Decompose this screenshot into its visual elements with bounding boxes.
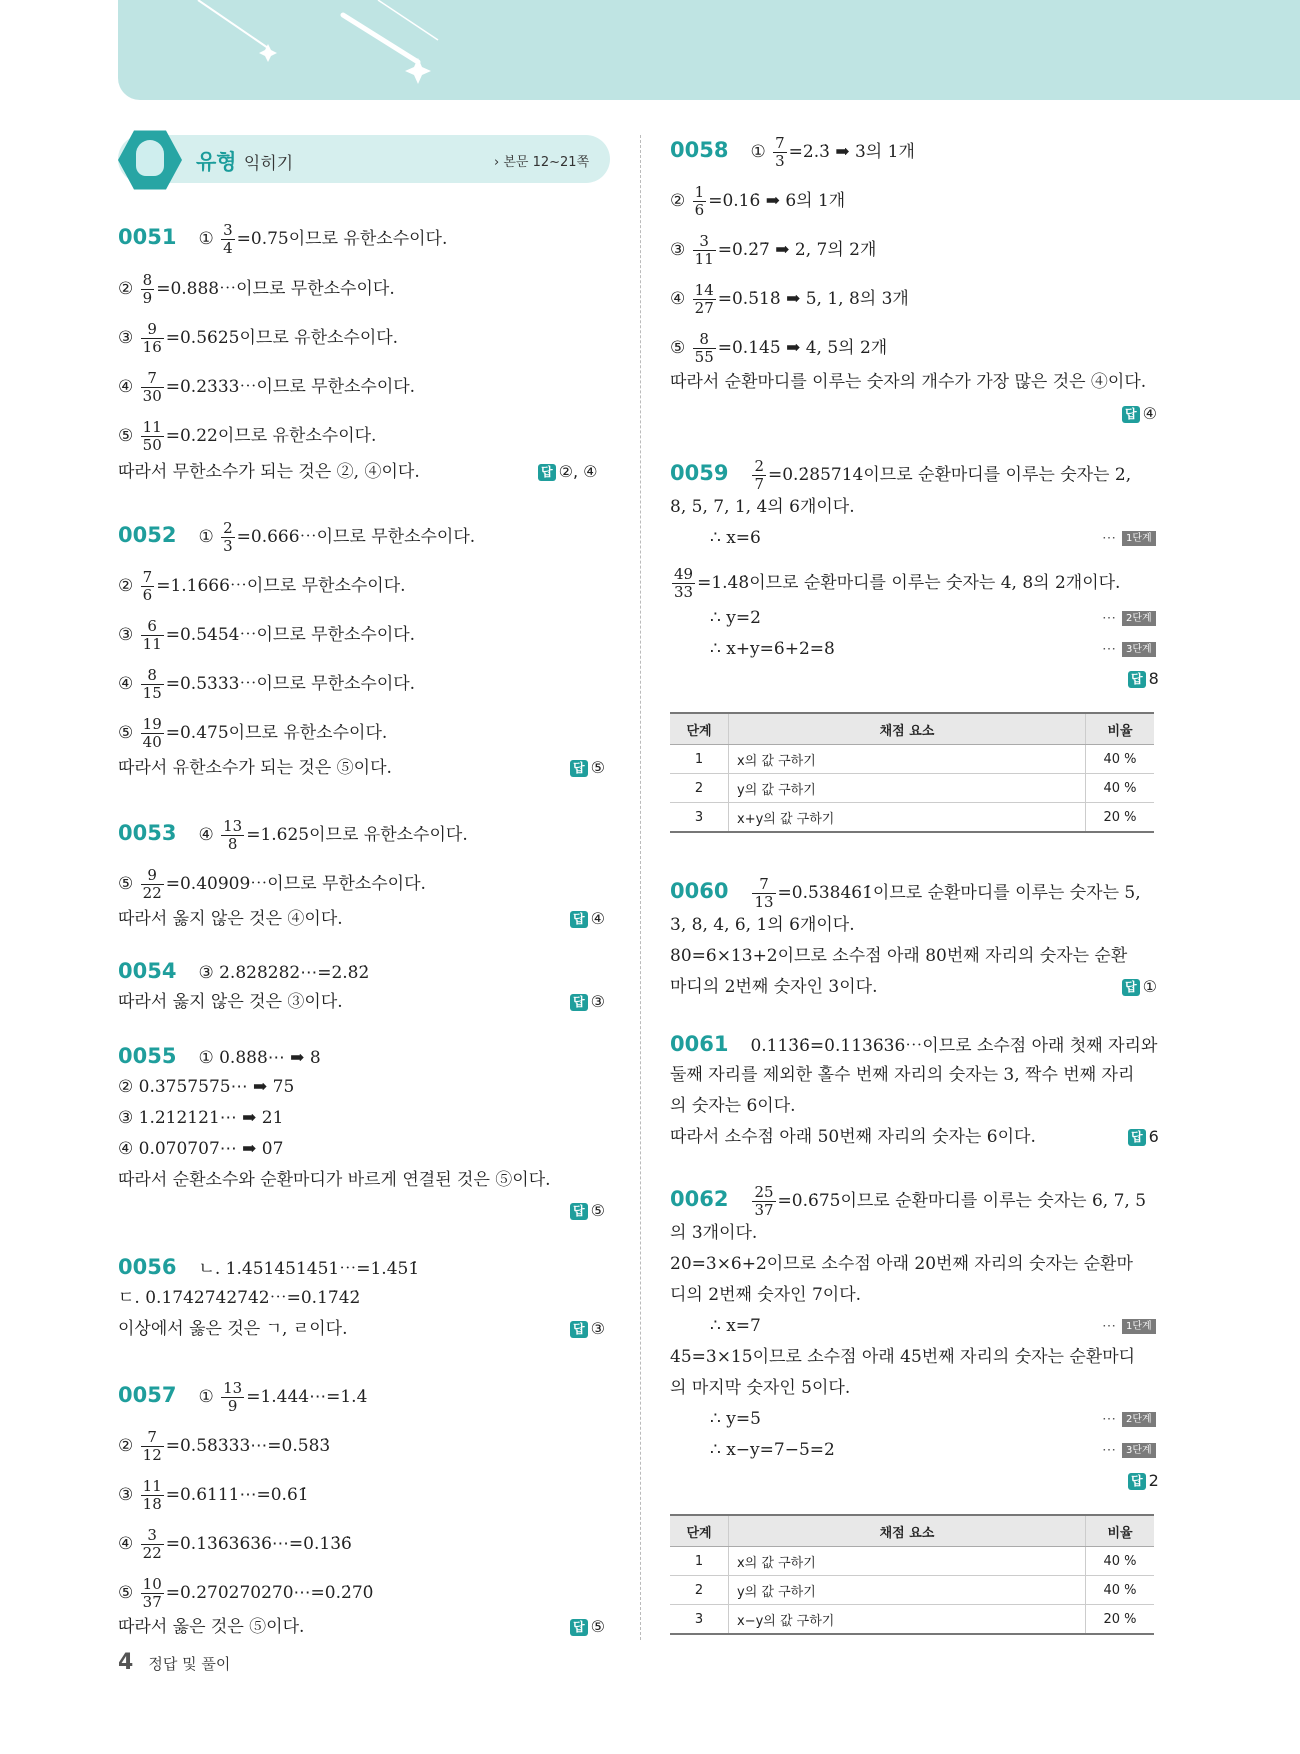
grading-table-0059 bbox=[670, 712, 1154, 833]
problem-0055-line-4: ④ 0.070707⋯ ➡ 07 bbox=[118, 1139, 284, 1159]
page-number: 4 bbox=[118, 1650, 134, 1675]
problem-0058-line-1: 0058 ① $\frac{7}{3}$ =2.3̇ ➡ 3의 1개 bbox=[670, 134, 915, 170]
table-header: 채점 요소 bbox=[729, 1515, 1086, 1547]
problem-0055-conclusion: 따라서 순환소수와 순환마디가 바르게 연결된 것은 ⑤이다. bbox=[118, 1170, 551, 1190]
problem-0056-line-2: ㄷ. 0.1742742742⋯=0.17̇42̇ bbox=[118, 1288, 361, 1308]
problem-0052-line-3: ③ $\frac{6}{11}$ =0.5454⋯이므로 무한소수이다. bbox=[118, 617, 416, 653]
answer-0052: 답 ⑤ bbox=[570, 757, 605, 779]
problem-0057-line-2: ② $\frac{7}{12}$ =0.58333⋯=0.583̇ bbox=[118, 1428, 331, 1464]
problem-0059-line-5: ∴ y=2 bbox=[710, 608, 761, 628]
problem-0062-line-2: 의 3개이다. bbox=[670, 1223, 758, 1243]
problem-0051-line-1: 0051 ① $\frac{3}{4}$ =0.75이므로 유한소수이다. bbox=[118, 221, 448, 257]
column-divider bbox=[640, 135, 641, 1640]
problem-0060-line-2: 3, 8, 4, 6, 1의 6개이다. bbox=[670, 915, 855, 935]
problem-0058-line-4: ④ $\frac{14}{27}$ =0.5̇18̇ ➡ 5, 1, 8의 3개 bbox=[670, 281, 909, 317]
answer-0057: 답 ⑤ bbox=[570, 1616, 605, 1638]
table-row: 1 x의 값 구하기 40 % bbox=[670, 745, 1154, 774]
problem-0057-line-1: 0057 ① $\frac{13}{9}$ =1.444⋯=1.4̇ bbox=[118, 1379, 368, 1415]
answer-0059: 답 8 bbox=[1128, 668, 1159, 690]
step-1-label: ⋯ 1단계 bbox=[1102, 528, 1156, 548]
problem-0059-line-3: ∴ x=6 bbox=[710, 528, 761, 548]
table-header: 단계 bbox=[670, 1515, 729, 1547]
problem-0057-conclusion: 따라서 옳은 것은 ⑤이다. bbox=[118, 1617, 305, 1637]
footer-label: 정답 및 풀이 bbox=[148, 1655, 231, 1673]
problem-0062-line-1: 0062 $\frac{25}{37}$ =0.6̇75̇이므로 순환마디를 이루는 숫자는 6, 7, 5 bbox=[670, 1183, 1147, 1219]
problem-0060-line-1: 0060 $\frac{7}{13}$ =0.5̇38461̇이므로 순환마디를 이루는 숫자는 5, bbox=[670, 875, 1141, 911]
table-row: 2 y의 값 구하기 40 % bbox=[670, 1576, 1154, 1605]
problem-0057-line-3: ③ $\frac{11}{18}$ =0.6111⋯=0.61̇ bbox=[118, 1477, 309, 1513]
problem-0060-line-3: 80=6×13+2이므로 소수점 아래 80번째 자리의 숫자는 순환 bbox=[670, 946, 1128, 966]
table-header: 비율 bbox=[1086, 1515, 1155, 1547]
problem-0062-line-6: 45=3×15이므로 소수점 아래 45번째 자리의 숫자는 순환마디 bbox=[670, 1347, 1136, 1367]
section-title bbox=[196, 146, 293, 176]
answer-0061: 답 6 bbox=[1128, 1126, 1159, 1148]
problem-0056-line-1: 0056 ㄴ. 1.451451451⋯=1.4̇51̇ bbox=[118, 1255, 420, 1279]
table-header: 단계 bbox=[670, 713, 729, 745]
problem-0054-line-1: 0054 ③ 2.828282⋯=2.8̇2̇ bbox=[118, 959, 370, 983]
table-header: 채점 요소 bbox=[729, 713, 1086, 745]
top-banner bbox=[118, 0, 1300, 100]
problem-0053-conclusion: 따라서 옳지 않은 것은 ④이다. bbox=[118, 909, 343, 929]
answer-0051: 답 ②, ④ bbox=[538, 461, 597, 483]
problem-0055-line-3: ③ 1.212121⋯ ➡ 21 bbox=[118, 1108, 284, 1128]
problem-0062-line-7: 의 마지막 숫자인 5이다. bbox=[670, 1378, 851, 1398]
problem-0062-line-3: 20=3×6+2이므로 소수점 아래 20번째 자리의 숫자는 순환마 bbox=[670, 1254, 1133, 1274]
problem-0057-line-4: ④ $\frac{3}{22}$ =0.1363636⋯=0.13̇6̇ bbox=[118, 1526, 352, 1562]
problem-0051-line-4: ④ $\frac{7}{30}$ =0.2333⋯이므로 무한소수이다. bbox=[118, 369, 416, 405]
step-3-label: ⋯ 3단계 bbox=[1102, 1440, 1156, 1460]
problem-0062-line-4: 디의 2번째 숫자인 7이다. bbox=[670, 1285, 862, 1305]
section-subtitle: 익히기 bbox=[243, 154, 294, 174]
page-footer bbox=[118, 1650, 230, 1675]
problem-0051-line-3: ③ $\frac{9}{16}$ =0.5625이므로 유한소수이다. bbox=[118, 320, 399, 356]
problem-0061-line-2: 둘째 자리를 제외한 홀수 번째 자리의 숫자는 3, 짝수 번째 자리 bbox=[670, 1065, 1135, 1085]
problem-0058-line-5: ⑤ $\frac{8}{55}$ =0.14̇5̇ ➡ 4, 5의 2개 bbox=[670, 330, 888, 366]
answer-0060: 답 ① bbox=[1122, 976, 1157, 998]
table-row: 2 y의 값 구하기 40 % bbox=[670, 774, 1154, 803]
problem-0061-line-4: 따라서 소수점 아래 50번째 자리의 숫자는 6이다. bbox=[670, 1127, 1036, 1147]
problem-0052-line-2: ② $\frac{7}{6}$ =1.1666⋯이므로 무한소수이다. bbox=[118, 568, 406, 604]
table-header: 비율 bbox=[1086, 713, 1155, 745]
problem-0052-line-1: 0052 ① $\frac{2}{3}$ =0.666⋯이므로 무한소수이다. bbox=[118, 519, 476, 555]
page-reference-text: 본문 12~21쪽 bbox=[503, 155, 590, 170]
problem-0059-line-1: 0059 $\frac{2}{7}$ =0.2̇85714̇이므로 순환마디를 이루는 숫자는 2, bbox=[670, 457, 1132, 493]
problem-0058-line-3: ③ $\frac{3}{11}$ =0.2̇7̇ ➡ 2, 7의 2개 bbox=[670, 232, 877, 268]
problem-0059-line-6: ∴ x+y=6+2=8 bbox=[710, 639, 835, 659]
mascot-face-icon bbox=[136, 140, 164, 176]
answer-0054: 답 ③ bbox=[570, 991, 605, 1013]
problem-0053-line-1: 0053 ④ $\frac{13}{8}$ =1.625이므로 유한소수이다. bbox=[118, 817, 468, 853]
problem-0054-conclusion: 따라서 옳지 않은 것은 ③이다. bbox=[118, 992, 343, 1012]
answer-0056: 답 ③ bbox=[570, 1318, 605, 1340]
step-2-label: ⋯ 2단계 bbox=[1102, 1409, 1156, 1429]
problem-0051-line-2: ② $\frac{8}{9}$ =0.888⋯이므로 무한소수이다. bbox=[118, 271, 395, 307]
page-reference: › 본문 12~21쪽 bbox=[494, 155, 590, 170]
problem-0059-line-4: $\frac{49}{33}$ =1.4̇8̇이므로 순환마디를 이루는 숫자는 4, 8의 2개이다. bbox=[674, 565, 1121, 601]
section-title-text: 유형 bbox=[196, 150, 237, 174]
problem-0062-line-9: ∴ x−y=7−5=2 bbox=[710, 1440, 835, 1460]
table-row: 3 x+y의 값 구하기 20 % bbox=[670, 803, 1154, 833]
problem-0059-line-2: 8, 5, 7, 1, 4의 6개이다. bbox=[670, 497, 855, 517]
problem-0057-line-5: ⑤ $\frac{10}{37}$ =0.270270270⋯=0.2̇70̇ bbox=[118, 1575, 374, 1611]
problem-0061-line-1: 0061 0.113̇6̇=0.113636⋯이므로 소수점 아래 첫째 자리와 bbox=[670, 1032, 1158, 1056]
problem-0051-conclusion: 따라서 무한소수가 되는 것은 ②, ④이다. bbox=[118, 462, 420, 482]
step-2-label: ⋯ 2단계 bbox=[1102, 608, 1156, 628]
problem-0052-conclusion: 따라서 유한소수가 되는 것은 ⑤이다. bbox=[118, 758, 392, 778]
answer-0053: 답 ④ bbox=[570, 908, 605, 930]
answer-0055: 답 ⑤ bbox=[570, 1200, 605, 1222]
table-row: 3 x−y의 값 구하기 20 % bbox=[670, 1605, 1154, 1635]
problem-0056-conclusion: 이상에서 옳은 것은 ㄱ, ㄹ이다. bbox=[118, 1319, 348, 1339]
problem-0060-line-4: 마디의 2번째 숫자인 3이다. bbox=[670, 977, 878, 997]
problem-0062-line-8: ∴ y=5 bbox=[710, 1409, 761, 1429]
answer-0062: 답 2 bbox=[1128, 1470, 1159, 1492]
grading-table-0062 bbox=[670, 1514, 1154, 1635]
problem-0052-line-5: ⑤ $\frac{19}{40}$ =0.475이므로 유한소수이다. bbox=[118, 715, 388, 751]
problem-0062-line-5: ∴ x=7 bbox=[710, 1316, 761, 1336]
problem-0055-line-1: 0055 ① 0.888⋯ ➡ 8 bbox=[118, 1044, 321, 1068]
step-3-label: ⋯ 3단계 bbox=[1102, 639, 1156, 659]
step-1-label: ⋯ 1단계 bbox=[1102, 1316, 1156, 1336]
problem-0052-line-4: ④ $\frac{8}{15}$ =0.5333⋯이므로 무한소수이다. bbox=[118, 666, 416, 702]
problem-0051-line-5: ⑤ $\frac{11}{50}$ =0.22이므로 유한소수이다. bbox=[118, 418, 377, 454]
problem-0055-line-2: ② 0.3757575⋯ ➡ 75 bbox=[118, 1077, 295, 1097]
answer-0058: 답 ④ bbox=[1122, 403, 1157, 425]
star-decoration-icon bbox=[118, 0, 1300, 100]
problem-0058-conclusion: 따라서 순환마디를 이루는 숫자의 개수가 가장 많은 것은 ④이다. bbox=[670, 372, 1147, 392]
problem-0053-line-2: ⑤ $\frac{9}{22}$ =0.40909⋯이므로 무한소수이다. bbox=[118, 866, 426, 902]
table-row: 1 x의 값 구하기 40 % bbox=[670, 1547, 1154, 1576]
problem-0058-line-2: ② $\frac{1}{6}$ =0.16̇ ➡ 6의 1개 bbox=[670, 183, 846, 219]
problem-0061-line-3: 의 숫자는 6이다. bbox=[670, 1096, 796, 1116]
